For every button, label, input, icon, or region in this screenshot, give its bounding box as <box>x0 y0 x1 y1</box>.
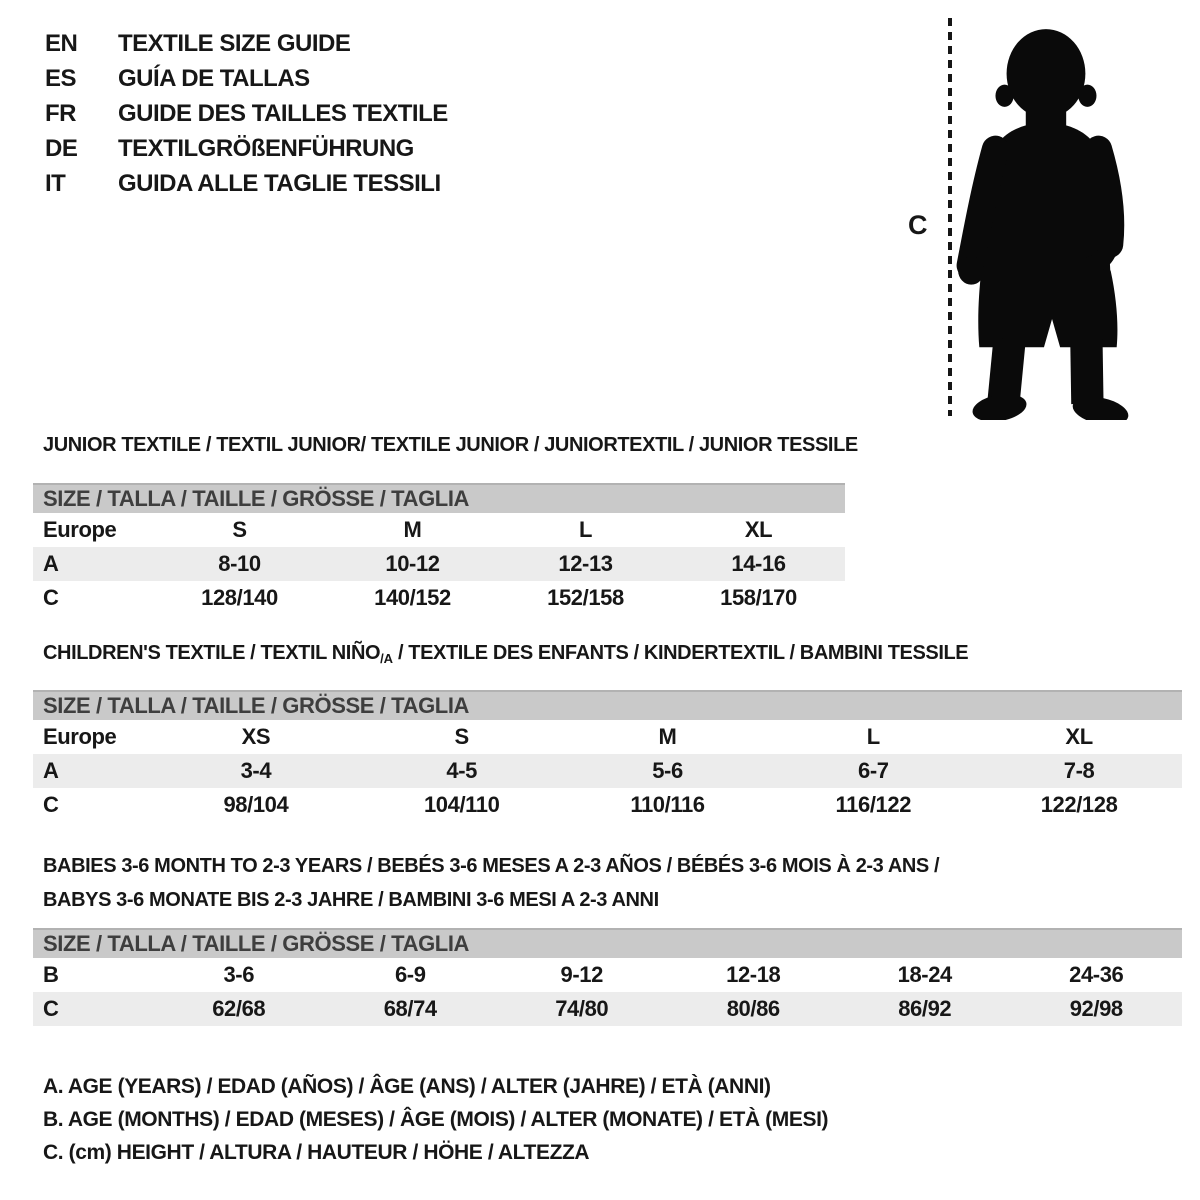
size-header-bar: SIZE / TALLA / TAILLE / GRÖSSE / TAGLIA <box>33 690 1182 720</box>
footnote-legend <box>43 1070 828 1169</box>
table-cell: 92/98 <box>1069 996 1123 1021</box>
table-body <box>33 720 1182 822</box>
footnote-b: B. AGE (MONTHS) / EDAD (MESES) / ÂGE (MOIS) / ALTER (MONATE) / ETÀ (MESI) <box>43 1108 829 1131</box>
language-code: FR <box>45 99 76 127</box>
table-cell: 10-12 <box>385 551 440 576</box>
table-cell: L <box>578 517 593 542</box>
section-title-junior: JUNIOR TEXTILE / TEXTIL JUNIOR/ TEXTILE JUNIOR / JUNIORTEXTIL / JUNIOR TESSILE <box>43 434 858 456</box>
language-title-row <box>45 26 448 61</box>
table-cell: S <box>232 517 247 542</box>
language-title-row <box>45 61 448 96</box>
table-body <box>33 958 1182 1026</box>
table-cell: 5-6 <box>652 758 683 783</box>
table-cell: L <box>866 724 880 749</box>
section-title-babies <box>43 849 939 917</box>
table-cell: 86/92 <box>898 996 952 1021</box>
section-title-line: BABIES 3-6 MONTH TO 2-3 YEARS / BEBÉS 3-6 MESES A 2-3 AÑOS / BÉBÉS 3-6 MOIS À 2-3 ANS / <box>43 855 940 877</box>
row-label: C <box>43 996 59 1021</box>
row-label: Europe <box>43 517 117 542</box>
table-row <box>33 581 845 615</box>
table-cell: 80/86 <box>726 996 780 1021</box>
size-header-bar: SIZE / TALLA / TAILLE / GRÖSSE / TAGLIA <box>33 483 845 513</box>
table-cell: 3-4 <box>240 758 272 783</box>
footnote-c: C. (cm) HEIGHT / ALTURA / HAUTEUR / HÖHE / ALTEZZA <box>43 1141 590 1164</box>
language-code: ES <box>45 64 77 92</box>
language-title-row <box>45 166 448 201</box>
table-cell: 116/122 <box>835 792 912 817</box>
table-cell: 128/140 <box>201 585 278 610</box>
row-label: Europe <box>43 724 117 749</box>
language-title-row <box>45 131 448 166</box>
table-row <box>33 547 845 581</box>
table-cell: S <box>454 724 469 749</box>
table-cell: 18-24 <box>897 962 952 987</box>
language-title-list <box>45 26 448 201</box>
table-cell: 98/104 <box>223 792 289 817</box>
table-cell: 8-10 <box>218 551 261 576</box>
section-title-subscript: /A <box>380 651 393 666</box>
row-label: A <box>43 758 59 783</box>
toddler-silhouette-icon <box>955 16 1141 420</box>
language-code: EN <box>45 29 78 57</box>
table-cell: 62/68 <box>212 996 266 1021</box>
junior-size-table <box>33 483 845 615</box>
row-label: A <box>43 551 59 576</box>
language-code: IT <box>45 169 66 197</box>
section-title-line: BABYS 3-6 MONATE BIS 2-3 JAHRE / BAMBINI 3-6 MESI A 2-3 ANNI <box>43 889 659 911</box>
table-row <box>33 788 1182 822</box>
language-title: GUÍA DE TALLAS <box>118 64 310 92</box>
table-cell: 7-8 <box>1063 758 1095 783</box>
table-row <box>33 992 1182 1026</box>
table-row <box>33 513 845 547</box>
table-cell: XS <box>241 724 271 749</box>
table-cell: 140/152 <box>374 585 451 610</box>
table-cell: M <box>658 724 677 749</box>
table-cell: 68/74 <box>383 996 437 1021</box>
row-label: B <box>43 962 59 987</box>
table-cell: 6-7 <box>857 758 889 783</box>
table-cell: 104/110 <box>423 792 500 817</box>
row-label: C <box>43 585 59 610</box>
table-cell: XL <box>744 517 773 542</box>
table-cell: 12-13 <box>558 551 613 576</box>
language-code: DE <box>45 134 78 162</box>
table-cell: 9-12 <box>560 962 603 987</box>
children-size-table <box>33 690 1182 822</box>
table-cell: 12-18 <box>726 962 781 987</box>
table-cell: 24-36 <box>1069 962 1124 987</box>
language-title: TEXTILE SIZE GUIDE <box>118 29 351 57</box>
table-row <box>33 754 1182 788</box>
table-cell: XL <box>1065 724 1093 749</box>
table-cell: 14-16 <box>731 551 786 576</box>
language-title: TEXTILGRÖßENFÜHRUNG <box>118 134 414 162</box>
language-title: GUIDA ALLE TAGLIE TESSILI <box>118 169 441 197</box>
table-cell: 158/170 <box>720 585 797 610</box>
table-row <box>33 958 1182 992</box>
section-title-text: CHILDREN'S TEXTILE / TEXTIL NIÑO <box>43 642 381 664</box>
row-label: C <box>43 792 59 817</box>
table-cell: 3-6 <box>223 962 255 987</box>
footnote-a: A. AGE (YEARS) / EDAD (AÑOS) / ÂGE (ANS) / ALTER (JAHRE) / ETÀ (ANNI) <box>43 1075 771 1098</box>
height-measure-label: C <box>908 210 928 240</box>
table-cell: M <box>403 517 422 542</box>
table-cell: 4-5 <box>446 758 477 783</box>
table-cell: 110/116 <box>630 792 705 817</box>
height-measure-dashed-line <box>948 18 952 416</box>
table-row <box>33 720 1182 754</box>
table-cell: 122/128 <box>1040 792 1118 817</box>
section-title-children <box>43 641 968 671</box>
table-body <box>33 513 845 615</box>
babies-size-table <box>33 928 1182 1026</box>
table-cell: 6-9 <box>394 962 426 987</box>
table-cell: 74/80 <box>555 996 609 1021</box>
language-title: GUIDE DES TAILLES TEXTILE <box>118 99 448 127</box>
table-cell: 152/158 <box>547 585 624 610</box>
language-title-row <box>45 96 448 131</box>
size-header-bar: SIZE / TALLA / TAILLE / GRÖSSE / TAGLIA <box>33 928 1182 958</box>
section-title-text: / TEXTILE DES ENFANTS / KINDERTEXTIL / BAMBINI TESSILE <box>392 642 969 664</box>
